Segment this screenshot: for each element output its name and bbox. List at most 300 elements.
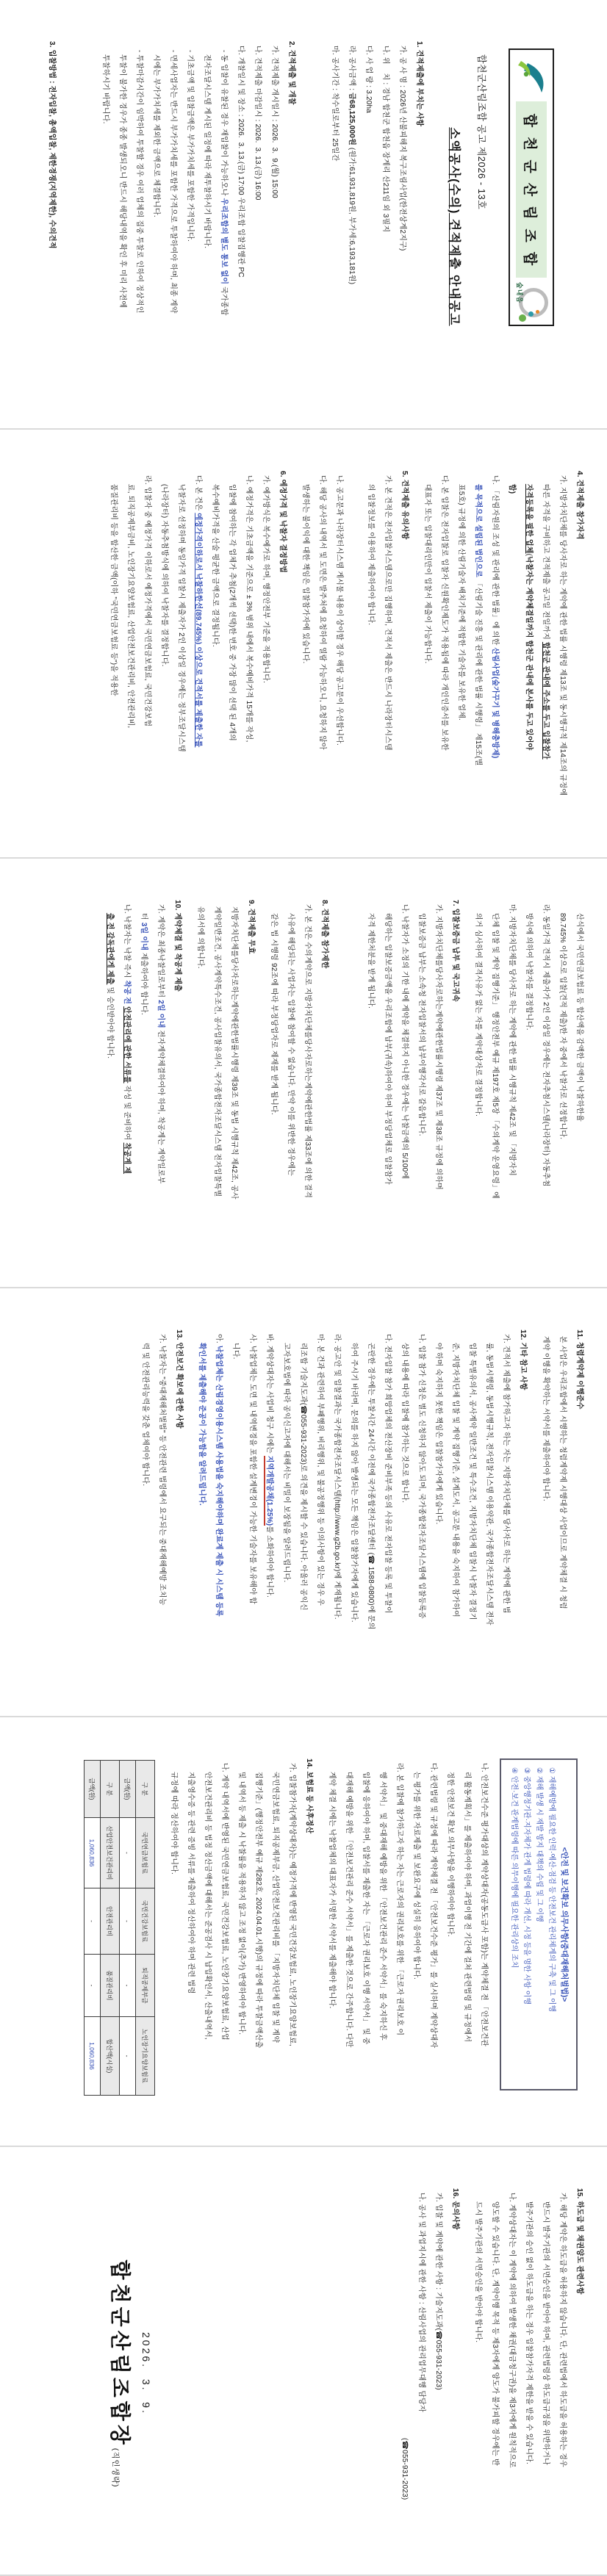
doc-line [326, 41, 343, 412]
doc-line [227, 1330, 244, 1700]
settlement-table [84, 1760, 155, 2096]
doc-line [486, 471, 503, 842]
doc-text-run: 나. 예정가격은 기초금액을 기준으로 ± 3% 범위 내에서 복수예비가격 15개를 작성, [245, 471, 253, 743]
doc-line [243, 900, 259, 1271]
doc-text-run: 가. 본 건은 수의계약으로 지방자치단체를당사자로하는계약에관한법률 제33조에 의한 결격 [304, 900, 312, 1199]
doc-text-run: 니다. [231, 1330, 240, 1360]
doc-line [419, 471, 436, 842]
doc-text-run: 마. 공사기간 : 착수일로부터 25일간 [331, 41, 339, 162]
doc-text-run: 8. 견적제출 참가제한 [320, 900, 328, 969]
doc-text-run: 예정가격이하로서 낙찰하한선(89.745%) 이상으로 견적서를 제출한 자를 [194, 513, 202, 748]
doc-text-run: 함) [508, 483, 516, 494]
doc-text-run: 합천군 관내에 주소를 두고 입찰참가 [542, 641, 550, 760]
doc-text-run: 지출영수증 등 관련 증빙 서류를 제출하여 정산하여야 하며 관련 법령 [187, 1758, 195, 1994]
doc-text-run [106, 900, 114, 913]
doc-line [283, 41, 300, 412]
doc-text-run: 시에는 부가가치세를 제외한 금액으로 체결합니다. [152, 41, 160, 217]
doc-line [459, 1758, 475, 2129]
table-row [136, 1761, 155, 2096]
doc-line [139, 471, 156, 842]
doc-text-run: 투찰이 불가한 경우가 종종 발생되오니 반드시 해당내역을 확인 후 미리 사전에 [118, 41, 126, 309]
page-3 [0, 859, 607, 1288]
table-cell: 구 분 [101, 1761, 120, 1818]
table-cell: - [120, 1888, 136, 1955]
doc-line [447, 1330, 464, 1700]
doc-line [391, 1758, 408, 2129]
notice-number: 합천군산림조합 공고 제2026 - 13호 [476, 54, 487, 210]
doc-text-run: 준, 지방자치단체 입찰 및 계약 집행기준, 설계도서, 공고문 내용을 숙지하여 참가하여 [451, 1330, 459, 1617]
doc-text-run: 우리조합의 별도 통보 없이 [220, 198, 228, 285]
doc-text-run: 라. 본 입찰에 참가하고자 하는 자는 근로자의 권리보호를 위한 「근로자 권리보호 이 [395, 1758, 403, 2036]
doc-line [199, 1758, 216, 2129]
table-cell: 국민건강보험료 [136, 1888, 155, 1955]
doc-line [114, 41, 131, 412]
page-content [0, 1288, 607, 1717]
doc-text-run: 13. 안전보건 확보에 관한 사항 [175, 1330, 183, 1429]
doc-line [223, 471, 240, 842]
doc-line [396, 471, 413, 842]
table-row [85, 1761, 101, 2096]
table-cell: 1,060,836 [85, 1818, 101, 1888]
doc-line [122, 471, 139, 842]
page-content [0, 0, 554, 430]
page-4 [0, 1288, 607, 1717]
doc-line [97, 41, 114, 412]
doc-text-run: 산림사업(숲가꾸기 및 병해충방제) [491, 647, 499, 759]
doc-line [137, 1330, 154, 1700]
doc-text-run: 라. 입찰자 중 예정가격 이하로서 예정가격에서 국민연금보험료, 국민건강보험 [143, 471, 151, 727]
doc-line [170, 1330, 187, 1700]
doc-line [362, 900, 379, 1271]
doc-text-run: 입찰에 응하여야 하며, 입찰서를 제출한 자는 「근로자 권리보호 이행 서약서」 및 중 [362, 1758, 370, 2045]
doc-text-run: 낙찰업체는 산림경영이용시스템 사용법을 숙지해야하며 완료계 제출 시 시스템 등록 [215, 1345, 223, 1617]
doc-text-run [474, 471, 482, 484]
doc-text-run: 6. 예정가격 및 낙찰자 결정방법 [279, 471, 287, 573]
doc-line [173, 471, 190, 842]
doc-text-run: ( [525, 553, 533, 557]
doc-text-run: 다. 본 건은 [194, 471, 202, 513]
doc-text-run: 대재해 예방을 위한 「안전보건관리 준수 서약서」를 제출한 것으로 간주합니다. 다만 [345, 1758, 353, 2048]
doc-text-run: 가. 입찰 및 계약에 관한 사항 : 기술지도과(☎055-931-2023) [434, 2188, 442, 2390]
doc-line [249, 41, 266, 412]
doc-line [498, 1330, 514, 1700]
doc-line [503, 2188, 520, 2559]
doc-line [396, 2438, 413, 2559]
doc-line [475, 1758, 492, 2129]
doc-text-run: 마. 지방자치단체를 당사자로 하는 계약에 관한 법률 시행규칙 제42조 및 「지방자치 [508, 900, 516, 1176]
doc-text-run: 입찰에 참여하는 각 업체가 추첨(2개씩 선택)한 번호 중 가장 많이 선택 된 4개의 [228, 471, 236, 741]
coop-header-banner [509, 48, 554, 326]
doc-line [135, 900, 152, 1271]
doc-line [118, 900, 135, 1271]
doc-line [362, 471, 379, 842]
doc-text-run: 행 서약서」 및 중대재해 예방을 위한 「안전보건관리 준수 서약서」를 숙지하신 후 [378, 1758, 387, 2041]
doc-text-run: 계약일반조건, 공사계약특수조건, 공사입찰유의서, 국가종합전자조달시스템 전자입찰특별 [213, 900, 221, 1197]
doc-text-run: 제출하여야 합니다. [140, 950, 148, 1015]
doc-text-run: 품질관리비 등을 합산한 금액(이하 "국민연금보험료 등")을 적용한 [109, 471, 118, 696]
doc-text-run: (☎055-931-2023) [401, 2438, 409, 2500]
table-cell: 안전관리비 [101, 1888, 120, 1955]
forest-seal-part [519, 314, 526, 322]
doc-line [284, 1758, 301, 2129]
doc-line [261, 1330, 278, 1700]
doc-line [156, 471, 173, 842]
coop-name: 합천군산림조합 [522, 113, 538, 275]
doc-text-run: 계약 이행을 확약하는 서약서를 제출하여야 합니다. [542, 1330, 550, 1501]
page-5 [0, 1717, 607, 2147]
doc-text-run: 나. 공고문과 나라장터시스템 게시물 내용이 상이할 경우 해당 공고문이 우선합니다. [335, 471, 343, 746]
doc-text-run: 아. [215, 1330, 223, 1346]
doc-text-run: 14. 보험료 등 사후정산 [305, 1758, 313, 1834]
doc-text-run: - 면세사업자는 반드시 부가가치세를 포함한 가격으로 투찰하여야 하며, 최종 계약 [169, 41, 177, 314]
doc-line [267, 1758, 284, 2129]
doc-text-run: 국가종합 [220, 284, 228, 316]
doc-text-run: 발생하는 불이익에 대한 책임은 입찰참가자에 있습니다. [301, 471, 309, 664]
doc-text-run: (원가:61,931,819원, 부가세:6,193,181원) [348, 145, 356, 285]
doc-text-run: 야 하며 숙지하지 못한 책임은 입찰참가자에게 있습니다. [434, 1330, 442, 1525]
page-canvas [0, 1717, 607, 2147]
doc-line [244, 1330, 261, 1700]
doc-text-run: 터 [140, 900, 148, 923]
doc-text-run: 다. 본 입찰은 전자입찰로 입찰자 신원확인제도가 적용됨에 따라 개인인증서를 보유한 [440, 471, 448, 751]
doc-line [411, 41, 428, 412]
doc-text-run: 라. 공사금액 : [348, 41, 356, 93]
safety-duty-item: ④ 안전·보건 관계법령에 따른 의무이행에 필요한 관리상의 조치 [510, 1767, 518, 1969]
doc-text-run: 가. 견적서 제출에 참가하고자 하는 자는 지방자치단체를 당사자로 하는 계약에 관한 법 [502, 1330, 510, 1614]
doc-text-run: 3. 입찰방법 : 전자입찰, 총액입찰, 제한경쟁(지역제한), 수의견적 [48, 41, 56, 249]
mountain-logo-icon [514, 54, 548, 97]
doc-text-run: 나. 입찰 참가 신청은 별도 신청하지 않아도 되며, 국가종합전자조달시스템에 입찰등록증 [417, 1330, 425, 1619]
doc-text-run: 전자계약체결하여야 하며, 착공계는 계약일로부 [157, 1028, 165, 1184]
page-content [0, 2147, 607, 2576]
doc-text-run: 다. 전자입찰 참가 희망업체의 전산장비 준비부족 등의 사유로 전자입찰 등록 및 투찰이 [384, 1330, 392, 1614]
doc-line [101, 900, 118, 1271]
doc-text-run: 가. 입찰참가자(계약상대자)는 예정가격에 반영된 국민건강보험료, 노인장기요양보험료, [288, 1758, 296, 2046]
doc-text-run: 89.745% 이상으로 입찰(견적 제출)한 자 중에서 낙찰자로 선정합니다. [558, 900, 567, 1140]
doc-line [105, 471, 122, 842]
doc-line [331, 471, 348, 842]
doc-text-run: (나라장터) 자동추첨방식에 의하여 낙찰자를 결정합니다. [160, 471, 168, 667]
doc-line [486, 900, 503, 1271]
doc-text-run: 2. 견적제출 및 개찰 [287, 41, 295, 105]
doc-text-run: 본 사업은 우리조합에서 시행하는 청렴계약제 시행대상 사업이므로 계약체결 시 청렴 [558, 1330, 567, 1609]
doc-text-run: 나. 낙찰자가 소정의 기한 내에 계약을 체결하지 아니한 경우에는 낙찰금액의 5/100에 [401, 900, 409, 1180]
doc-text-run: 단체 입찰 및 계약 집행기준」 행정안전부 예규 제197호 제5장 「수의계약 운영요령」에 [491, 900, 499, 1199]
doc-line [396, 900, 413, 1271]
doc-line [240, 471, 257, 842]
doc-line [314, 471, 331, 842]
doc-text-run: 낙찰자는 계약체결일까지 합천군 관내에 본사를 두고 있어야 [525, 556, 533, 751]
doc-text-run: 따른 자격을 구비하고 견적제출 공고일 전일까지 [542, 471, 550, 642]
doc-line [182, 1758, 199, 2129]
doc-text-run: 표5호) 규정에 의한 산림기술자 배치기준에 적합한 기술자를 보유한 업체. [457, 471, 465, 721]
doc-line [360, 41, 377, 412]
doc-line [182, 41, 198, 412]
doc-text-run: 2일 이내 [157, 1000, 165, 1028]
doc-text-run: 금68,125,000원 [348, 93, 356, 145]
doc-text-run: 15. 하도급 및 채권양도 관련사항 [575, 2188, 583, 2295]
doc-text-run: 7. 입찰보증금 납부 및 국고귀속 [451, 900, 459, 1002]
doc-line [210, 1330, 227, 1700]
page-canvas [0, 430, 607, 859]
doc-line [503, 471, 520, 842]
doc-text-run: 다. 관련법령 및 규정에 따라 계약체결 전 「안전보건수준 평가」를 실시하며 계약상대자 [429, 1758, 437, 2049]
doc-line [131, 41, 148, 412]
doc-line [282, 900, 299, 1271]
announce-date: 2026. 3. 9. [140, 2332, 152, 2415]
doc-line [297, 471, 314, 842]
doc-line [520, 471, 537, 842]
doc-line [374, 1758, 391, 2129]
doc-text-run: 작성 및 준비하여 [123, 1083, 131, 1143]
doc-text-run: - 투찰마감시간이 임박하여 투찰할 경우 여러 업체의 집중 투찰로 인하여 정상적인 [135, 41, 143, 314]
doc-text-run: 12. 기타 참고 사항 [519, 1330, 527, 1390]
safety-duty-box [500, 1758, 578, 2090]
page-content [0, 859, 607, 1288]
doc-text-run: 4. 견적제출 참가자격 [575, 471, 583, 540]
page-canvas [0, 859, 607, 1288]
table-cell: 노인장기요양보험료 [136, 2017, 155, 2096]
doc-text-run: 계약 체결 시에는 낙찰업체의 대표자가 서명한 서약서를 제출해야 합니다. [328, 1758, 336, 2009]
doc-line [447, 2188, 464, 2559]
page-1 [0, 0, 607, 430]
doc-text-run: 리 활동계획서」를 제출하여야 하며, 과업이행 전 기간에 걸쳐 관련법령 및 규정에서 [463, 1758, 471, 2043]
table-cell: - [120, 1818, 136, 1888]
doc-text-run: 착공 전 [123, 980, 131, 1005]
doc-text-run: 입찰보증금 납부는 소속청 전자입찰서의 납부이행각서로 갈음합니다. [417, 900, 425, 1136]
doc-line [43, 41, 60, 412]
doc-text-run: - 동 입찰이 유찰된 경우 재입찰이 가능하오나 [220, 41, 228, 198]
doc-text-run: 나. 위 치 : 경남 합천군 합천읍 장계리 산211임 외 3필지 [381, 41, 389, 233]
forest-seal-part [528, 311, 534, 317]
doc-line [571, 471, 588, 842]
doc-line [520, 900, 537, 1271]
doc-line [503, 900, 520, 1271]
doc-line [152, 900, 169, 1271]
doc-text-run: 를 목적으로 설립된 법인으로 [474, 483, 482, 578]
doc-text-run: 복수예비가격을 산술 평균한 금액으로 결정됩니다. [211, 471, 219, 647]
doc-line [250, 1758, 267, 2129]
page-canvas [0, 1288, 607, 1717]
doc-line [470, 471, 486, 842]
table-row [101, 1761, 120, 2096]
table-row [120, 1761, 136, 2096]
doc-text-run: 나. 견적제출 마감일시 : 2026. 3. 13.(금) 16:00 [254, 41, 262, 201]
table-cell: 품질관리비 [101, 1955, 120, 2017]
doc-text-run: 안전관리에 관한 서류를 [123, 1006, 131, 1083]
doc-text-run: 나. 안전보건수준 평가대상의 계약상대자(공동도급사 포함)는 계약체결 전 「안전보건관 [480, 1758, 488, 2047]
doc-line [537, 2188, 554, 2559]
doc-text-run: 료, 퇴직공제부금비, 노인장기요양보험료, 산업안전보건관리비, 안전관리비, [126, 471, 134, 729]
doc-line [198, 41, 215, 412]
doc-text-run: - 기초금액 및 입찰금액은 부가가치세를 포함한 가격입니다. [186, 41, 194, 242]
doc-line [209, 900, 226, 1271]
doc-line [470, 900, 486, 1271]
table-cell: 국민연금보험료 [136, 1818, 155, 1888]
doc-line [323, 1758, 340, 2129]
doc-line [537, 471, 554, 842]
doc-text-run: 및 승인받아야 합니다. [106, 984, 114, 1059]
doc-line [216, 1758, 233, 2129]
page-canvas [0, 2147, 607, 2576]
doc-line [413, 1330, 430, 1700]
doc-line [265, 900, 282, 1271]
doc-text-run: 라. 동일가격 견적시 제출자가 2인 이상일 경우에는 전자추첨시스템(나라장터) 자동추첨 [542, 900, 550, 1187]
doc-text-run: 착공계 제 [123, 1142, 131, 1175]
doc-text-run: 확인서를 제출해야 준공이 가능함을 알려드립니다. [198, 1342, 206, 1506]
doc-text-run: 및 내역서 등 제출 시 낙찰률을 적용하지 않고 조정 없이(추가) 반영하여야 합니다. [237, 1758, 245, 2035]
doc-line [169, 900, 186, 1271]
doc-text-run: 나. 계약상대자는 이 계약에 의하여 발생한 채권(대금청구권)을 제3자에게 원칙적으로 [508, 2188, 516, 2468]
doc-line [413, 900, 430, 1271]
doc-text-run: 다. 사 업 량 : 3.20ha [364, 41, 373, 114]
forest-seal-part [536, 310, 539, 314]
doc-line [154, 1330, 170, 1700]
doc-text-run: 자격등록을 필한 업체 [525, 483, 533, 554]
doc-text-run: 출 전 감독관에게 제출 [106, 912, 114, 985]
doc-line [481, 1330, 498, 1700]
doc-text-run: 사. 낙찰업체는 도면 및 내역변경을 포함한 설계변경이 가능한 기술자를 보유해야 합 [248, 1330, 256, 1604]
doc-text-run: 다. 해당 공사의 내역서 및 도면은 발주처에 요청하여 열람 가능하오니, 요청하지 않아 [318, 471, 326, 750]
doc-text-run: 상의 내용에 따라 입찰에 참가하는 것으로 합니다. [401, 1330, 409, 1503]
doc-line [470, 2188, 486, 2559]
doc-line [148, 41, 165, 412]
doc-line [165, 41, 182, 412]
doc-text-run: 대표자 또는 입찰대리인만이 입찰서 제출이 가능합니다. [423, 471, 431, 664]
doc-text-run: 가. 계약은 최종낙찰일로부터 [157, 900, 165, 1000]
doc-text-run: 곤란한 경우에는 투찰시간 24시간 이전에 국가종합전자조달센터 (☎ 1588-0800)에 문의 [367, 1330, 375, 1630]
doc-text-run: 전자조달시스템 게시된 일정에 따라 재투찰하시기 바랍니다. [203, 41, 211, 249]
doc-line [192, 900, 209, 1271]
doc-text-run: 가. 낙찰자는 "중대재해처벌법" 등 안전관련 법령에서 요구되는 중대재해예방 조치능 [158, 1330, 166, 1606]
doc-text-run: 지역개발공채(1.25%) [265, 1455, 273, 1526]
table-cell: 금액(원) [120, 1761, 136, 1818]
doc-text-run: 가. 해당 계약은 하도급을 허용하지 않습니다. 단, 관련법에서 하도급을 허용하는 경우 [558, 2188, 567, 2467]
doc-text-run: 16. 문의사항 [451, 2188, 459, 2230]
doc-text-run: 지방자치단체를당사자로하는계약에관한법률시행령 제39조 및 동법 시행규칙 제42조, 공사 [230, 900, 238, 1199]
doc-line [301, 1758, 317, 2129]
signer-name: 합천군산림조합장 [109, 2259, 132, 2448]
doc-text-run: 의 입찰정보를 이용하여 제출하여야 합니다. [367, 471, 375, 626]
doc-text-run: 집행기준」(행정안전부 예규 제282호, 2024.04.01.시행)의 규정에 따라 투찰금액산출 [254, 1758, 262, 2049]
doc-line [520, 2188, 537, 2559]
doc-line [514, 1330, 531, 1700]
doc-text-run: 1. 견적제출에 부치는 사항 [415, 41, 423, 127]
doc-text-run: 는 평가를 위한 자료제출 및 보완요구에 성실히 응하여야 합니다. [412, 1758, 420, 1980]
doc-text-run: 나. 공사 및 과업지시에 관한 사항 : 산림사업의 관리업무대행 담당자 [417, 2188, 425, 2412]
doc-line [299, 900, 316, 1271]
doc-text-run: 가. 예가방식은 복수예가로 하며, 행정안전부 기준을 적용합니다. [262, 471, 270, 684]
doc-line [274, 471, 291, 842]
doc-line [328, 1330, 345, 1700]
doc-text-run: 정한 안전보건 확보 의무사항을 이행하여야 합니다. [446, 1758, 454, 1937]
table-cell: 퇴직공제부금 [136, 1955, 155, 2017]
doc-text-run: 유의서에 의합니다. [196, 900, 204, 969]
doc-text-run: 규정에 따라 정산하여야 합니다. [170, 1758, 178, 1875]
doc-text-run: 9. 견적제출 무효 [247, 900, 255, 954]
doc-text-run: 력 및 안전관리능력을 갖춘 업체여야 합니다. [141, 1330, 149, 1487]
table-cell: - [85, 1888, 101, 1955]
table-cell: 1,060,836 [85, 2017, 101, 2096]
doc-text-run: 바. 계약상대자는 사업비 청구 시에는 [265, 1330, 273, 1456]
doc-text-run: 5. 견적제출 유의사항 [401, 471, 409, 540]
doc-line [190, 471, 206, 842]
doc-text-run: 가. 공 사 명 : 2026년 산불피해지 복구조림사업(한전상계2지구) [398, 41, 406, 251]
safety-duty-box-title: <안전 및 보건확보 의무사항(중대재해처벌법)> [560, 1847, 569, 2002]
doc-line [345, 1330, 362, 1700]
doc-line [486, 2188, 503, 2559]
doc-line [233, 1758, 250, 2129]
doc-line [571, 2188, 588, 2559]
doc-text-run: 해당하는 입찰보증금액을 우리조합에 납부(귀속)하여야 하며 부정당업체로 입찰참가 [384, 900, 392, 1185]
table-cell: - [120, 1955, 136, 2017]
doc-line [340, 1758, 357, 2129]
doc-text-run: 가. 본 견적은 전자입찰시스템으로만 집행하며, 견적서 제출은 반드시 나라장터시스템 [384, 471, 392, 751]
doc-line [453, 471, 470, 842]
doc-line [554, 900, 571, 1271]
doc-line [430, 1330, 447, 1700]
doc-text-run: 방식에 의하여 낙찰자를 결정합니다. [525, 900, 533, 1031]
doc-text-run: 나. 계약 내역서에 반영된 국민연금보험료, 국민건강보험료, 노인장기요양보험료, 산업 [220, 1758, 229, 2041]
doc-text-run: 11. 청렴계약제 이행준수 [575, 1330, 583, 1410]
doc-text-run: 반드시 발주기관의 서면승인을 받아야 하며, 관련법령상 하도급규정을 위반하거나 [542, 2188, 550, 2465]
doc-line [379, 471, 396, 842]
doc-text-run [508, 471, 516, 484]
doc-line [464, 1330, 481, 1700]
doc-text-run: 가. 지방자치단체를 당사자로 하는 계약에 관한 법률 시행령 제13조 및 동시행규칙 제14조의 규정에 [558, 471, 567, 796]
safety-duty-item: ② 재해 발생 시 재발 방지 대책의 수립 및 그 이행 [535, 1767, 543, 1922]
doc-line [379, 900, 396, 1271]
doc-text-run [198, 1330, 206, 1343]
doc-text-run: 같은 법 시행령 92조에 따라 부정당업자로 제재를 받게 됩니다. [270, 900, 278, 1115]
doc-text-run: 마. 본 건과 관련하여 부패행위, 비리행위, 및 불공정행위 등 이의사항이 있는 경우 우 [316, 1330, 324, 1606]
doc-text-run: 하여 주시기 바라며, 문의를 하지 않아 발생되는 모든 책임은 입찰참가자에게 있습니다. [350, 1330, 358, 1623]
doc-line [312, 1330, 328, 1700]
doc-line [257, 471, 274, 842]
doc-line [215, 41, 232, 412]
doc-text-run: 나. 「산림자원의 조성 및 관리에 관한 법률」에 의한 [491, 471, 499, 648]
signature-line [107, 2188, 136, 2559]
doc-line [394, 41, 411, 412]
doc-line [436, 471, 453, 842]
doc-line [571, 900, 588, 1271]
doc-line [442, 1758, 459, 2129]
table-cell: 산업안전보건관리비 [101, 1818, 120, 1888]
safety-duty-item: ③ 중앙행정기관·지자체가 관계 법령에 따라 개선, 시정 등을 명한 사항 이행 [522, 1767, 531, 2005]
doc-line [537, 1330, 554, 1700]
doc-text-run: 리조합 기술지도과(☎055-931-2023)로 의견을 제시할 수 있습니다. 아울러 공익신 [299, 1330, 307, 1611]
table-cell: - [120, 2017, 136, 2096]
doc-text-run: 나. 낙찰자는 낙찰 즉시 [123, 900, 131, 981]
doc-line [554, 471, 571, 842]
doc-text-run: 사유에 해당되는 사업자는 입찰에 참여할 수 없습니다. 만약 이를 위반한 경우에는 [287, 900, 295, 1177]
doc-text-run: 10. 계약체결 및 착공계 제출 [173, 900, 182, 992]
doc-text-run: 라. 공고안 및 입찰결과는 국가종합전자조달시스템(http://www.g2b.go.kr)에 게재됩니다. [333, 1330, 341, 1620]
doc-text-run: 투찰하시기 바랍니다. [101, 41, 109, 124]
doc-text-run: 발주기관의 승인 없이 하도급을 하는 경우 입찰참가자격 제한을 받을 수 있습니다. [525, 2188, 533, 2465]
page-title: 소액공사(수의) 견적제출 안내공고 [448, 127, 461, 326]
coop-name-strip [516, 101, 547, 278]
doc-line [413, 2188, 430, 2559]
doc-line [408, 1758, 425, 2129]
doc-line [316, 900, 333, 1271]
doc-text-run: 가. 견적제출 개시일시 : 2026. 3. 9.(월) 15:00 [270, 41, 279, 198]
doc-text-run: 가. 지방자치단체를당사자로하는계약에관한법률시행령 제37조 및 제38조 규정에 의하며 [434, 900, 442, 1190]
doc-line [266, 41, 283, 412]
forest-seal-icon [513, 282, 550, 320]
doc-line [165, 1758, 182, 2129]
doc-text-run: 낙찰자로 선정하며 동일가격 입찰시 제출자가 2인 이상일 경우에는 정부조달시스템 [177, 471, 185, 752]
